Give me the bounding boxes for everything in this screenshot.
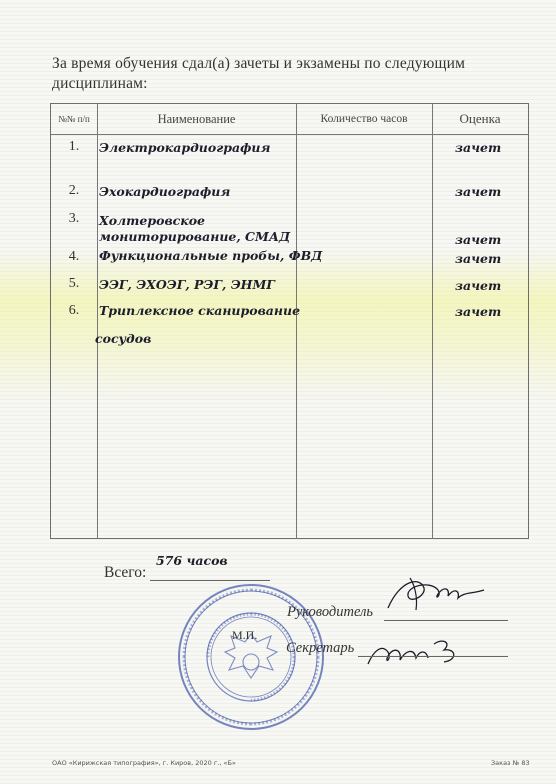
- intro-text: За время обучения сдал(а) зачеты и экзамены по следующим дисциплинам:: [52, 55, 466, 92]
- header-divider: [51, 134, 528, 135]
- row-number: 4.: [68, 249, 80, 264]
- disciplines-table: [50, 103, 529, 539]
- discipline-grade: зачет: [455, 184, 502, 199]
- discipline-name-line1: Холтеровское: [99, 213, 206, 228]
- row-number: 3.: [68, 211, 80, 226]
- header-name: Наименование: [157, 111, 236, 126]
- row-number: 1.: [68, 139, 80, 154]
- secretary-label: Секретарь: [286, 640, 355, 656]
- total-label: Всего:: [104, 564, 147, 581]
- discipline-name: ЭЭГ, ЭХОЭГ, РЭГ, ЭНМГ: [99, 277, 275, 292]
- discipline-name: Эхокардиография: [99, 184, 231, 199]
- discipline-name-line2: мониторирование, СМАД: [99, 229, 291, 244]
- discipline-name-line2: сосудов: [95, 331, 152, 346]
- column-divider: [97, 104, 98, 538]
- row-number: 5.: [68, 276, 80, 291]
- row-number: 6.: [68, 303, 80, 318]
- column-divider: [432, 104, 433, 538]
- order-number: Заказ № 83: [491, 759, 530, 767]
- header-grade: Оценка: [459, 111, 501, 126]
- secretary-signature: [364, 630, 474, 674]
- discipline-name-line1: Триплексное сканирование: [99, 303, 301, 318]
- head-signature: [380, 570, 500, 620]
- discipline-grade: зачет: [455, 278, 502, 293]
- discipline-name: Электрокардиография: [99, 140, 271, 155]
- stamp-place-label: М.П.: [232, 628, 258, 642]
- printer-footer: ОАО «Кирижская типография», г. Киров, 2020 г., «Б»: [52, 759, 236, 767]
- header-hours: Количество часов: [320, 113, 408, 125]
- header-num: №№ п/п: [58, 114, 90, 124]
- total-underline: [150, 580, 270, 581]
- total-hours: 576 часов: [156, 553, 228, 568]
- row-number: 2.: [68, 183, 80, 198]
- discipline-grade: зачет: [455, 251, 502, 266]
- head-label: Руководитель: [287, 604, 373, 620]
- discipline-name: Функциональные пробы, ФВД: [99, 248, 323, 263]
- secretary-signature-line: [358, 656, 508, 657]
- discipline-grade: зачет: [455, 304, 502, 319]
- discipline-grade: зачет: [455, 140, 502, 155]
- discipline-grade: зачет: [455, 232, 502, 247]
- column-divider: [296, 104, 297, 538]
- head-signature-line: [384, 620, 508, 621]
